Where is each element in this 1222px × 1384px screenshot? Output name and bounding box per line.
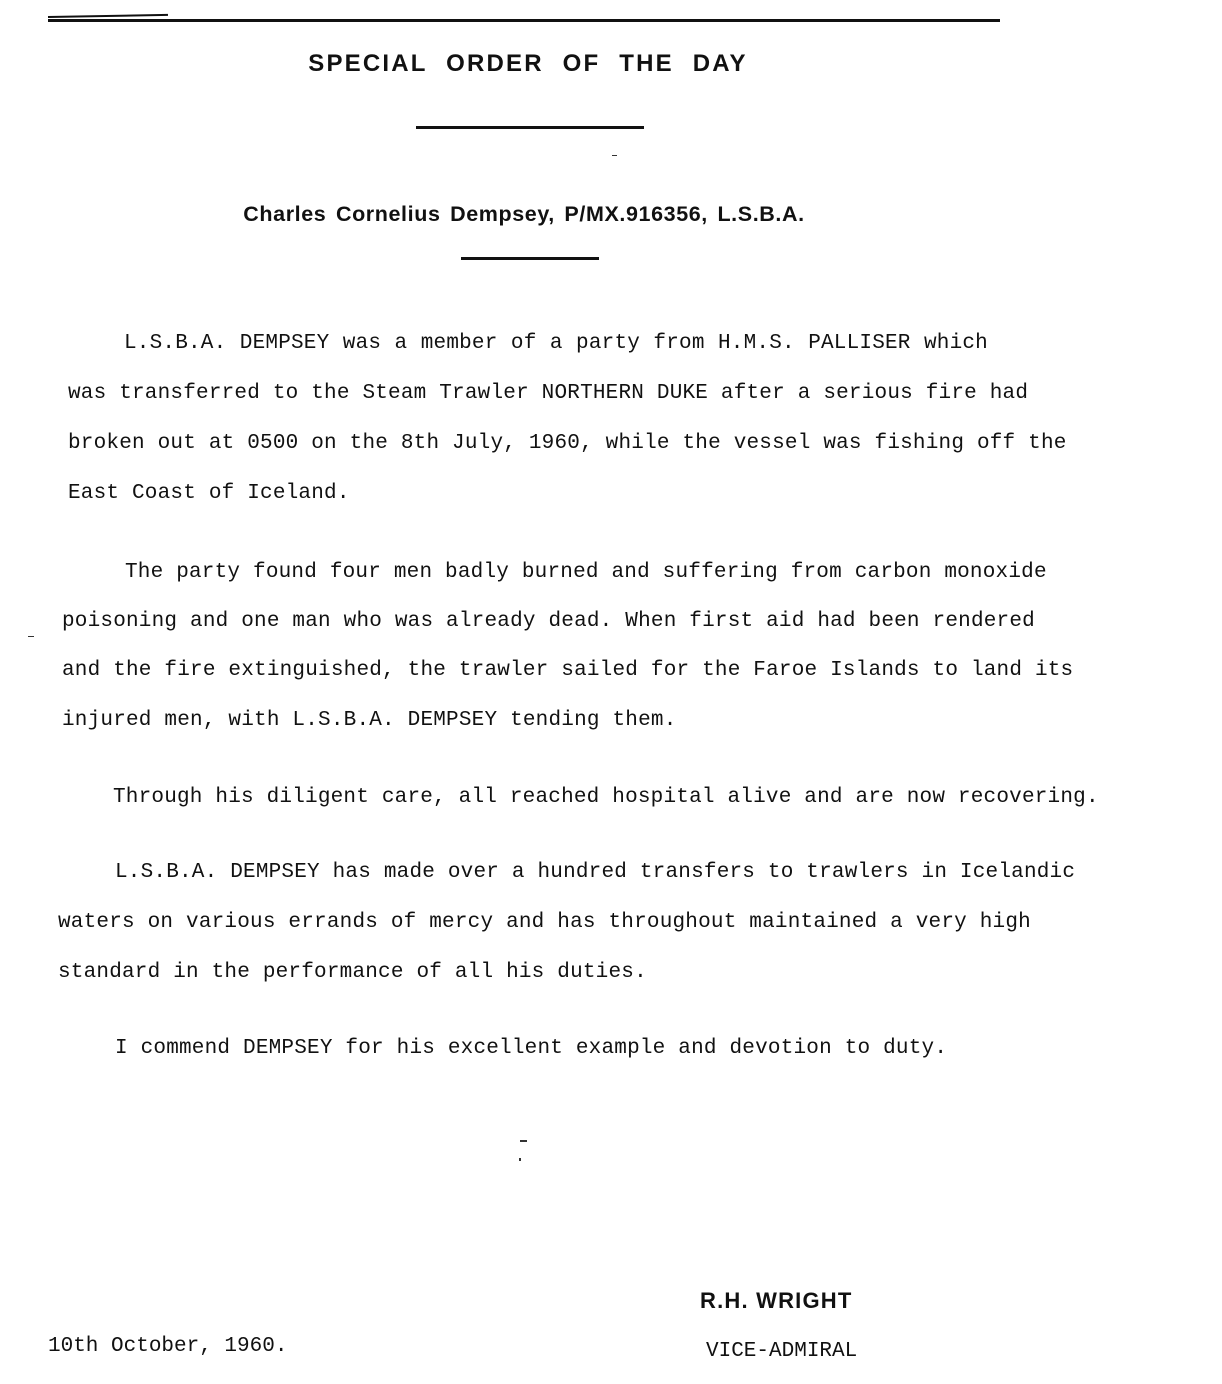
recipient-name: Charles Cornelius Dempsey, P/MX.916356, L.S.B.A. xyxy=(243,202,805,226)
paragraph-4-line-2: waters on various errands of mercy and has throughout maintained a very high xyxy=(58,911,1031,934)
scan-speck xyxy=(612,155,617,156)
top-rule xyxy=(48,19,1000,22)
paragraph-1-line-1: L.S.B.A. DEMPSEY was a member of a party from H.M.S. PALLISER which xyxy=(124,332,988,355)
paragraph-2-line-4: injured men, with L.S.B.A. DEMPSEY tending them. xyxy=(62,709,677,732)
paragraph-2-line-2: poisoning and one man who was already dead. When first aid had been rendered xyxy=(62,610,1035,633)
paragraph-1-line-2: was transferred to the Steam Trawler NORTHERN DUKE after a serious fire had xyxy=(68,382,1029,405)
signatory-rank: VICE-ADMIRAL xyxy=(706,1340,858,1363)
scan-speck xyxy=(519,1158,521,1161)
paragraph-3-line-1: Through his diligent care, all reached hospital alive and are now recovering. xyxy=(113,786,1099,809)
paragraph-4-line-3: standard in the performance of all his duties. xyxy=(58,961,647,984)
paragraph-1-line-3: broken out at 0500 on the 8th July, 1960, while the vessel was fishing off the xyxy=(68,432,1067,455)
paragraph-2-line-1: The party found four men badly burned and suffering from carbon monoxide xyxy=(125,561,1047,584)
recipient-underline xyxy=(461,257,599,260)
paragraph-4-line-1: L.S.B.A. DEMPSEY has made over a hundred transfers to trawlers in Icelandic xyxy=(115,861,1076,884)
paragraph-5-line-1: I commend DEMPSEY for his excellent example and devotion to duty. xyxy=(115,1037,948,1060)
paragraph-1-line-4: East Coast of Iceland. xyxy=(68,482,350,505)
scan-speck xyxy=(520,1140,527,1142)
scan-speck xyxy=(28,636,34,637)
top-rule-stub xyxy=(48,14,168,18)
title-underline xyxy=(416,126,644,129)
document-title: SPECIAL ORDER OF THE DAY xyxy=(308,50,748,77)
paragraph-2-line-3: and the fire extinguished, the trawler sailed for the Faroe Islands to land its xyxy=(62,659,1074,682)
signatory-name: R.H. WRIGHT xyxy=(700,1288,853,1313)
document-date: 10th October, 1960. xyxy=(48,1335,288,1358)
